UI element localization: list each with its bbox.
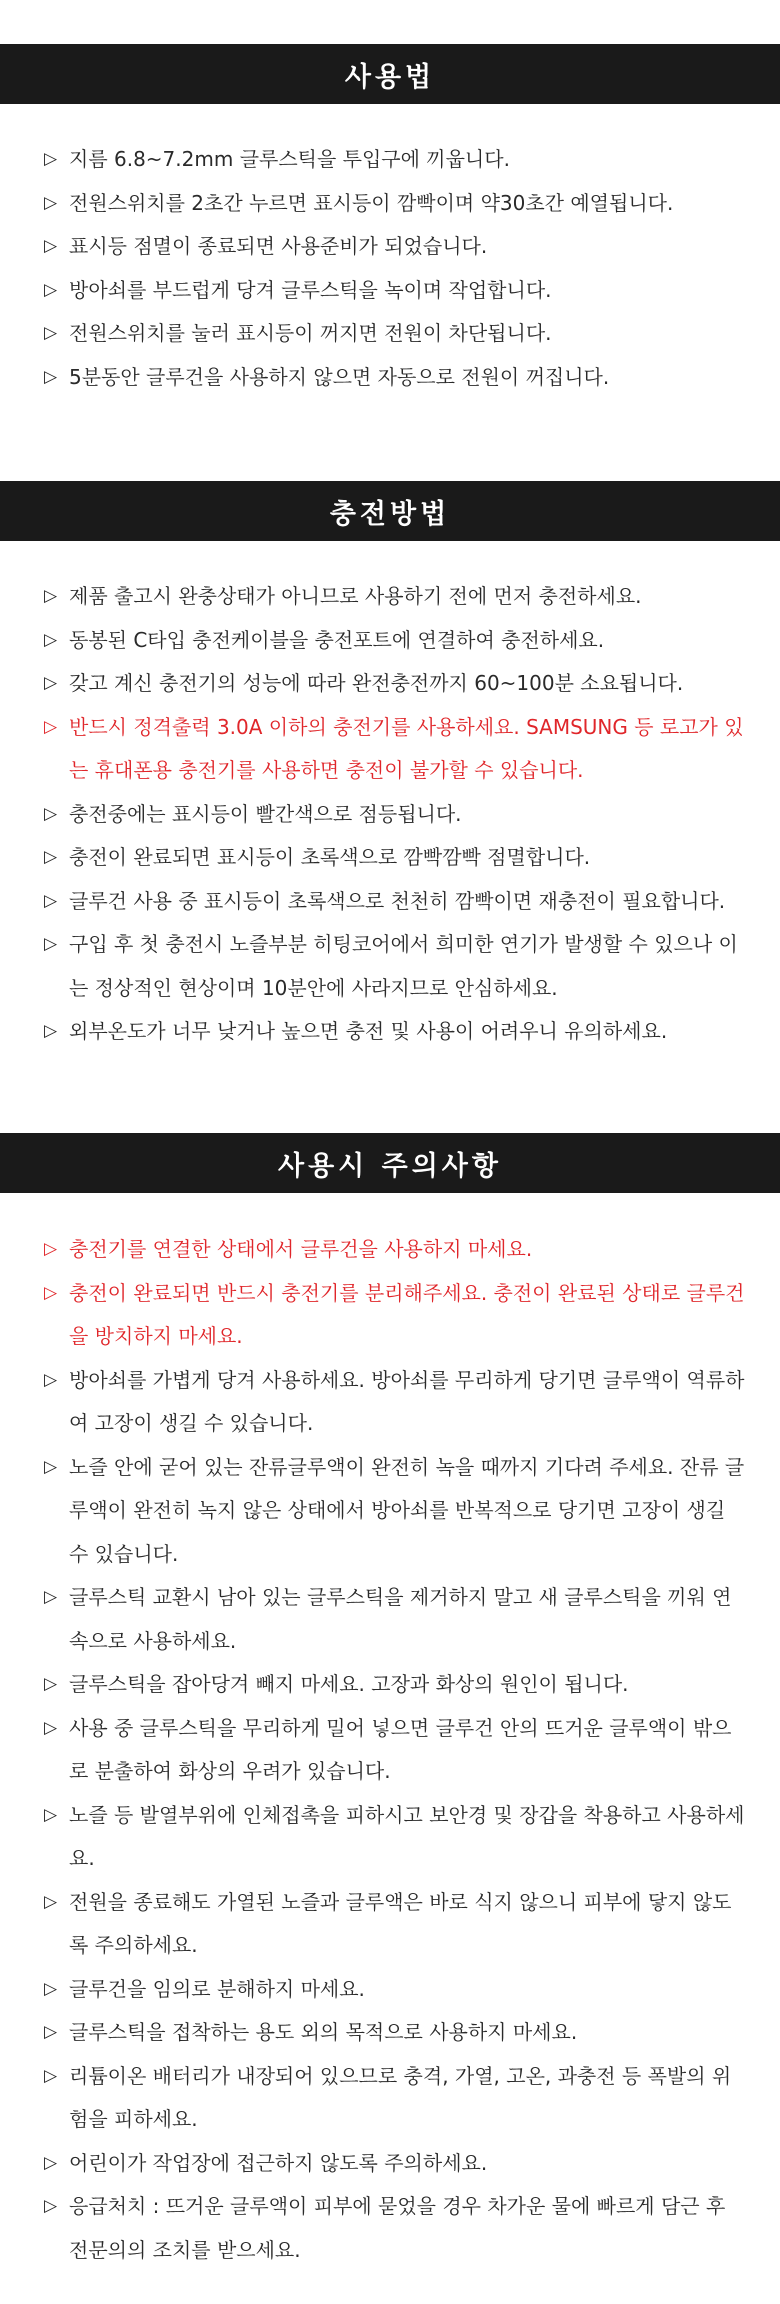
charging-item — [44, 880, 749, 924]
usage-item-text: 5분동안 글루건을 사용하지 않으면 자동으로 전원이 꺼집니다. — [69, 364, 610, 389]
cautions-item — [44, 1446, 749, 1577]
usage-item-text: 전원스위치를 2초간 누르면 표시등이 깜빡이며 약30초간 예열됩니다. — [69, 190, 674, 215]
usage-item — [44, 225, 749, 269]
cautions-item-text: 응급처치 : 뜨거운 글루액이 피부에 묻었을 경우 차가운 물에 빠르게 담근 후 전문의의 조치를 받으세요. — [69, 2194, 726, 2262]
triangle-bullet-icon: ▷ — [44, 149, 58, 169]
cautions-item-text: 글루스틱을 접착하는 용도 외의 목적으로 사용하지 마세요. — [69, 2020, 578, 2044]
usage-item — [44, 356, 749, 400]
cautions-item — [44, 1707, 749, 1794]
cautions-item — [44, 1359, 749, 1446]
triangle-bullet-icon: ▷ — [44, 1456, 58, 1477]
charging-item-text: 제품 출고시 완충상태가 아니므로 사용하기 전에 먼저 충전하세요. — [69, 584, 642, 608]
usage-item-text: 표시등 점멸이 종료되면 사용준비가 되었습니다. — [69, 234, 488, 258]
charging-item-text: 갖고 계신 충전기의 성능에 따라 완전충전까지 60~100분 소요됩니다. — [69, 671, 684, 695]
triangle-bullet-icon: ▷ — [44, 1804, 58, 1825]
cautions-item — [44, 1968, 749, 2012]
usage-item-text: 방아쇠를 부드럽게 당겨 글루스틱을 녹이며 작업합니다. — [69, 277, 552, 302]
charging-item — [44, 662, 749, 706]
cautions-item — [44, 2011, 749, 2055]
usage-item — [44, 138, 749, 182]
usage-item-text: 전원스위치를 눌러 표시등이 꺼지면 전원이 차단됩니다. — [69, 321, 552, 345]
triangle-bullet-icon: ▷ — [44, 1717, 58, 1738]
charging-title: 충전방법 — [329, 498, 451, 530]
cautions-item-text: 어린이가 작업장에 접근하지 않도록 주의하세요. — [69, 2150, 488, 2175]
charging-item — [44, 1010, 749, 1054]
triangle-bullet-icon: ▷ — [44, 366, 58, 387]
triangle-bullet-icon: ▷ — [44, 279, 58, 300]
usage-item-text: 지름 6.8~7.2mm 글루스틱을 투입구에 끼웁니다. — [69, 147, 510, 171]
triangle-bullet-icon: ▷ — [44, 847, 58, 867]
cautions-item-text: 글루건을 임의로 분해하지 마세요. — [69, 1976, 365, 2001]
triangle-bullet-icon: ▷ — [44, 629, 58, 650]
cautions-item-text: 리튬이온 배터리가 내장되어 있으므로 충격, 가열, 고온, 과충전 등 폭발의 위험을 피하세요. — [69, 2063, 732, 2131]
usage-item — [44, 312, 749, 356]
charging-item — [44, 706, 749, 793]
cautions-item — [44, 1663, 749, 1707]
charging-item — [44, 923, 749, 1010]
charging-item-text: 외부온도가 너무 낮거나 높으면 충전 및 사용이 어려우니 유의하세요. — [69, 1019, 668, 1043]
charging-item-text: 충전이 완료되면 표시등이 초록색으로 깜빡깜빡 점멸합니다. — [69, 845, 591, 869]
triangle-bullet-icon: ▷ — [44, 1587, 58, 1607]
cautions-item — [44, 2185, 749, 2272]
cautions-item — [44, 1794, 749, 1881]
cautions-item-text: 글루스틱 교환시 남아 있는 글루스틱을 제거하지 말고 새 글루스틱을 끼워 연속으로 사용하세요. — [69, 1585, 732, 1653]
cautions-item — [44, 2142, 749, 2186]
triangle-bullet-icon: ▷ — [44, 1891, 58, 1912]
triangle-bullet-icon: ▷ — [44, 2152, 58, 2173]
cautions-item-text: 노즐 안에 굳어 있는 잔류글루액이 완전히 녹을 때까지 기다려 주세요. 잔류 글루액이 완전히 녹지 않은 상태에서 방아쇠를 반복적으로 당기면 고장이 생길 수 있습니다. — [69, 1454, 745, 1566]
charging-item-text: 글루건 사용 중 표시등이 초록색으로 천천히 깜빡이면 재충전이 필요합니다. — [69, 888, 726, 913]
triangle-bullet-icon: ▷ — [44, 673, 58, 693]
triangle-bullet-icon: ▷ — [44, 2065, 58, 2086]
triangle-bullet-icon: ▷ — [44, 1021, 58, 1041]
cautions-item — [44, 1881, 749, 1968]
cautions-item-text: 노즐 등 발열부위에 인체접촉을 피하시고 보안경 및 장갑을 착용하고 사용하세요. — [69, 1802, 745, 1870]
cautions-title: 사용시 주의사항 — [278, 1150, 502, 1182]
charging-item-text: 충전중에는 표시등이 빨간색으로 점등됩니다. — [69, 801, 462, 826]
charging-item — [44, 575, 749, 619]
cautions-item-text: 충전기를 연결한 상태에서 글루건을 사용하지 마세요. — [69, 1237, 533, 1261]
charging-item — [44, 836, 749, 880]
charging-item-text: 동봉된 C타입 충전케이블을 충전포트에 연결하여 충전하세요. — [69, 627, 605, 652]
triangle-bullet-icon: ▷ — [44, 1282, 58, 1303]
charging-item — [44, 793, 749, 837]
triangle-bullet-icon: ▷ — [44, 2022, 58, 2042]
cautions-list — [44, 1228, 749, 2272]
triangle-bullet-icon: ▷ — [44, 236, 58, 256]
charging-item-text: 반드시 정격출력 3.0A 이하의 충전기를 사용하세요. SAMSUNG 등 로고가 있는 휴대폰용 충전기를 사용하면 충전이 불가할 수 있습니다. — [69, 714, 744, 782]
usage-title: 사용법 — [344, 61, 436, 93]
triangle-bullet-icon: ▷ — [44, 323, 58, 343]
triangle-bullet-icon: ▷ — [44, 1674, 58, 1694]
triangle-bullet-icon: ▷ — [44, 2196, 58, 2216]
cautions-item — [44, 2055, 749, 2142]
charging-item-text: 구입 후 첫 충전시 노즐부분 히팅코어에서 희미한 연기가 발생할 수 있으나 이는 정상적인 현상이며 10분안에 사라지므로 안심하세요. — [69, 932, 738, 1000]
triangle-bullet-icon: ▷ — [44, 1239, 58, 1259]
usage-list — [44, 138, 749, 399]
triangle-bullet-icon: ▷ — [44, 1978, 58, 1999]
triangle-bullet-icon: ▷ — [44, 890, 58, 911]
cautions-item-text: 전원을 종료해도 가열된 노즐과 글루액은 바로 식지 않으니 피부에 닿지 않도록 주의하세요. — [69, 1889, 732, 1957]
cautions-item-text: 방아쇠를 가볍게 당겨 사용하세요. 방아쇠를 무리하게 당기면 글루액이 역류하여 고장이 생길 수 있습니다. — [69, 1367, 745, 1435]
triangle-bullet-icon: ▷ — [44, 586, 58, 606]
usage-header — [0, 44, 780, 104]
cautions-item — [44, 1576, 749, 1663]
cautions-item-text: 충전이 완료되면 반드시 충전기를 분리해주세요. 충전이 완료된 상태로 글루건을 방치하지 마세요. — [69, 1280, 745, 1348]
cautions-item-text: 글루스틱을 잡아당겨 빼지 마세요. 고장과 화상의 원인이 됩니다. — [69, 1672, 629, 1696]
triangle-bullet-icon: ▷ — [44, 934, 58, 954]
triangle-bullet-icon: ▷ — [44, 1369, 58, 1390]
charging-header — [0, 481, 780, 541]
triangle-bullet-icon: ▷ — [44, 192, 58, 213]
usage-item — [44, 182, 749, 226]
cautions-item — [44, 1272, 749, 1359]
cautions-item — [44, 1228, 749, 1272]
cautions-header — [0, 1133, 780, 1193]
usage-item — [44, 269, 749, 313]
triangle-bullet-icon: ▷ — [44, 716, 58, 737]
cautions-item-text: 사용 중 글루스틱을 무리하게 밀어 넣으면 글루건 안의 뜨거운 글루액이 밖으로 분출하여 화상의 우려가 있습니다. — [69, 1715, 732, 1783]
charging-item — [44, 619, 749, 663]
charging-list — [44, 575, 749, 1054]
triangle-bullet-icon: ▷ — [44, 803, 58, 824]
